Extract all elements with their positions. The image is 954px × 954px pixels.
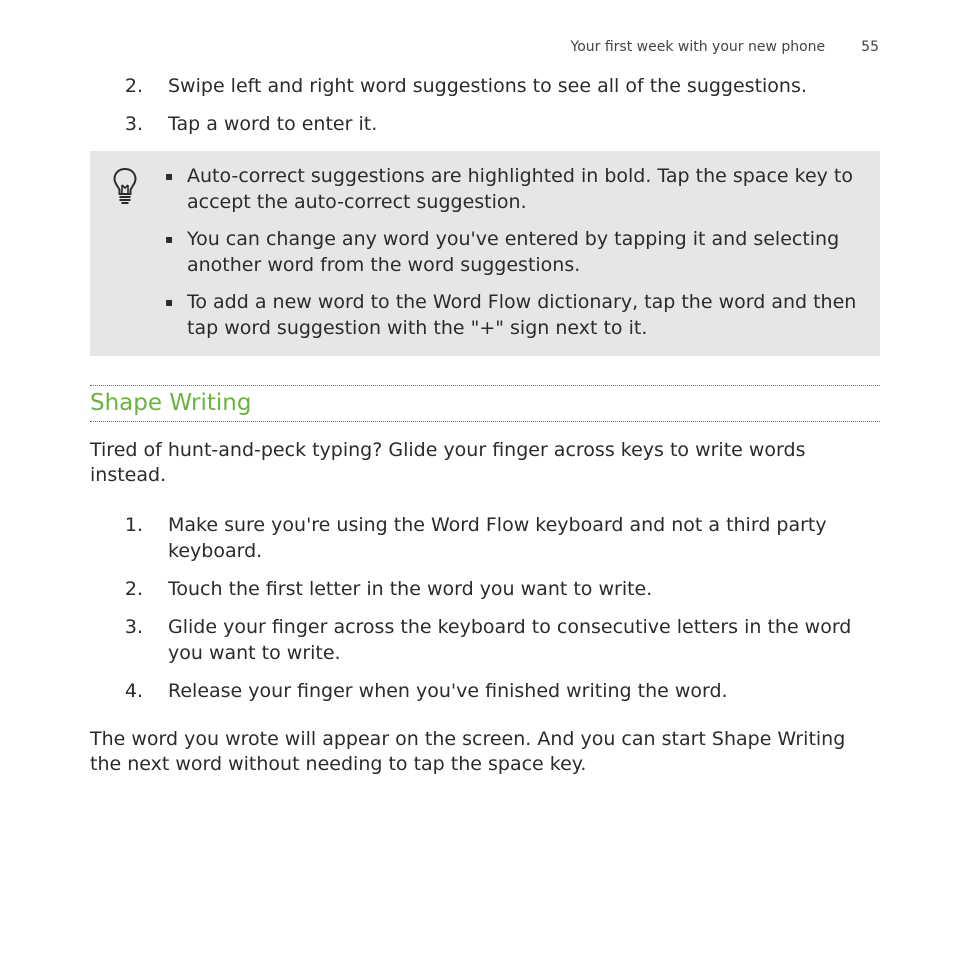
step-text: Glide your finger across the keyboard to consecutive letters in the word you want to write. <box>168 616 852 664</box>
chapter-title: Your first week with your new phone <box>570 39 826 55</box>
step-number: 4. <box>124 680 143 702</box>
section-intro: Tired of hunt-and-peck typing? Glide your finger across keys to write words instead. <box>90 439 806 486</box>
page-number: 55 <box>861 39 879 55</box>
step-item <box>0 614 954 666</box>
step-text: Touch the first letter in the word you want to write. <box>168 578 653 600</box>
step-item <box>0 73 954 99</box>
step-number: 3. <box>124 616 143 638</box>
page-header <box>571 39 880 55</box>
lightbulb-icon <box>112 166 138 206</box>
tip-text: To add a new word to the Word Flow dictionary, tap the word and then tap word suggestion with the "+" sign next to it. <box>187 291 857 339</box>
section-rule-top <box>90 385 880 386</box>
section-outro: The word you wrote will appear on the screen. And you can start Shape Writing the next word without needing to tap the space key. <box>90 728 846 775</box>
step-text: Swipe left and right word suggestions to see all of the suggestions. <box>168 75 807 97</box>
bullet-icon: ▪ <box>165 295 174 309</box>
bullet-icon: ▪ <box>165 169 174 183</box>
step-number: 2. <box>124 578 143 600</box>
section-rule-bottom <box>90 421 880 422</box>
tip-item <box>164 289 860 341</box>
step-number: 3. <box>124 113 143 135</box>
bullet-icon: ▪ <box>165 232 174 246</box>
step-text: Tap a word to enter it. <box>168 113 378 135</box>
tip-item <box>164 163 860 215</box>
step-item <box>0 576 954 602</box>
step-item <box>0 678 954 704</box>
step-number: 2. <box>124 75 143 97</box>
section-title: Shape Writing <box>90 390 252 416</box>
step-text: Release your finger when you've finished writing the word. <box>168 680 728 702</box>
tip-text: Auto-correct suggestions are highlighted in bold. Tap the space key to accept the auto-correct suggestion. <box>187 165 854 213</box>
tip-item <box>164 226 860 278</box>
step-item <box>0 512 954 564</box>
steps-list-shape-writing <box>0 512 954 704</box>
steps-list-top <box>0 73 954 137</box>
step-text: Make sure you're using the Word Flow keyboard and not a third party keyboard. <box>168 514 827 562</box>
tip-box <box>90 151 880 356</box>
tip-list <box>164 163 860 352</box>
tip-text: You can change any word you've entered by tapping it and selecting another word from the word suggestions. <box>187 228 840 276</box>
step-number: 1. <box>124 514 143 536</box>
step-item <box>0 111 954 137</box>
